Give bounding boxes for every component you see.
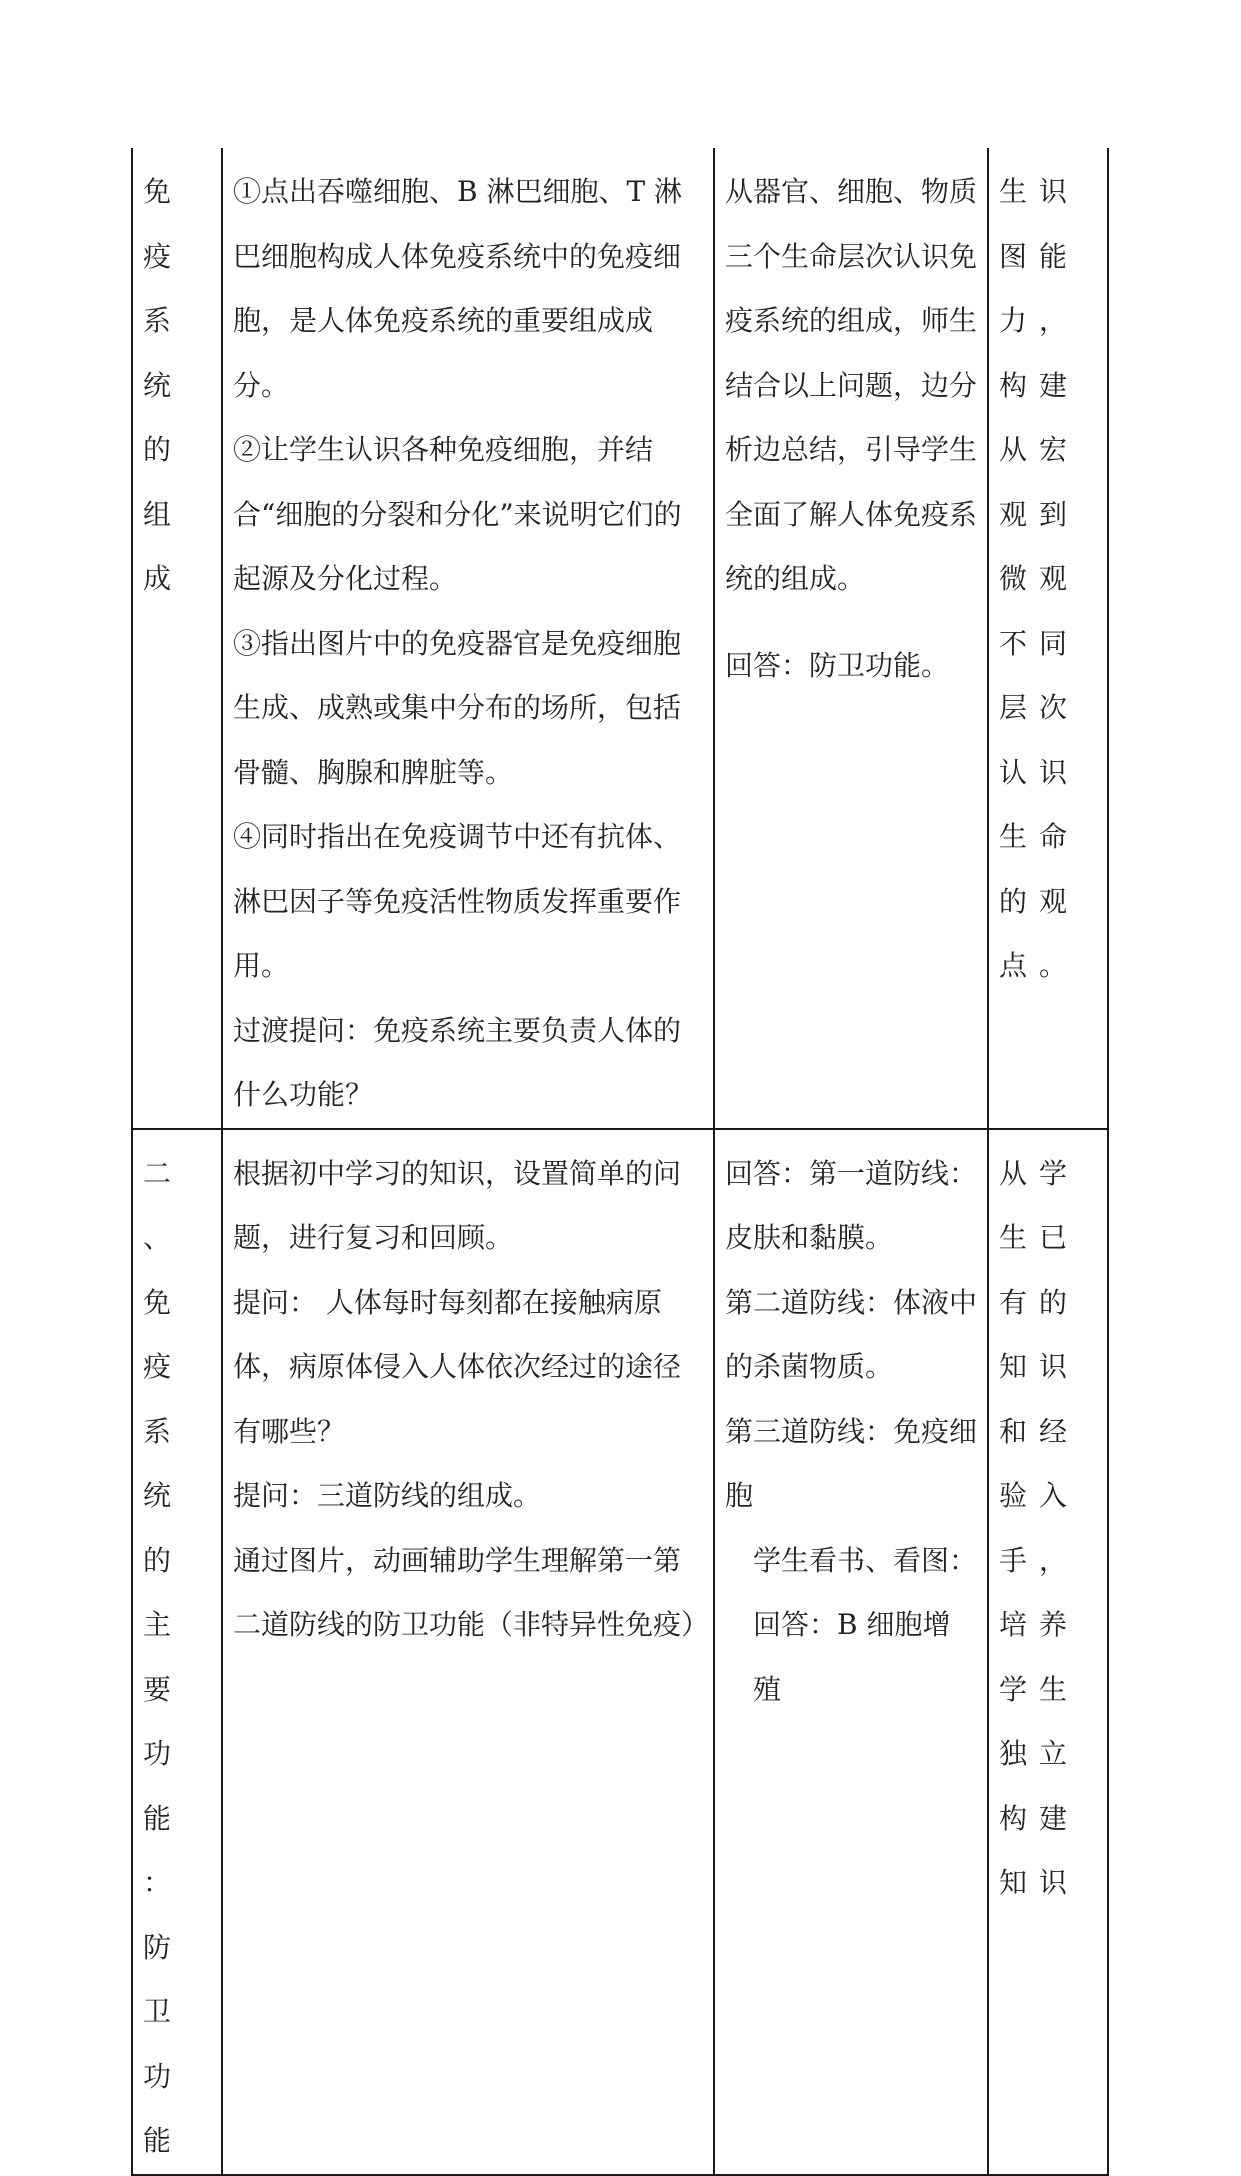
student-activity-cell	[714, 148, 988, 1129]
topic-cell	[132, 148, 222, 1129]
student-paragraph: 第三道防线：免疫细胞	[725, 1414, 978, 1512]
teacher-paragraph: 根据初中学习的知识，设置简单的问题，进行复习和回顾。	[233, 1156, 682, 1254]
topic-text: 免疫系统的组成	[143, 175, 184, 595]
student-paragraph: 从器官、细胞、物质三个生命层次认识免疫系统的组成，师生结合以上问题，边分析边总结，引导学生全面了解人体免疫系统的组成。	[725, 175, 978, 595]
table-row	[132, 148, 1108, 1129]
student-activity-cell	[714, 1129, 988, 2175]
design-intent-text: 从学生已有的知识和经验入手，培养学生独立构建知识	[999, 1156, 1080, 1899]
teacher-paragraph: 提问： 人体每时每刻都在接触病原体，病原体侵入人体依次经过的途径有哪些？	[233, 1285, 682, 1448]
student-paragraph: 第二道防线：体液中的杀菌物质。	[725, 1285, 978, 1383]
teacher-paragraph: 过渡提问：免疫系统主要负责人体的什么功能？	[233, 1013, 682, 1111]
topic-cell	[132, 1129, 222, 2175]
teacher-activity-cell	[222, 148, 714, 1129]
design-intent-text: 生识图能力，构建从宏观到微观不同层次认识生命的观点。	[999, 175, 1080, 982]
teacher-paragraph: 提问：三道防线的组成。	[233, 1479, 542, 1512]
student-paragraph: 回答：防卫功能。	[725, 648, 950, 682]
teacher-paragraph: ②让学生认识各种免疫细胞，并结合“细胞的分裂和分化”来说明它们的起源及分化过程。	[233, 433, 682, 595]
teacher-paragraph: ④同时指出在免疫调节中还有抗体、淋巴因子等免疫活性物质发挥重要作用。	[233, 820, 682, 982]
lesson-plan-table	[131, 148, 1109, 2176]
teacher-paragraph: ③指出图片中的免疫器官是免疫细胞生成、成熟或集中分布的场所，包括骨髓、胸腺和脾脏等。	[233, 626, 682, 789]
teacher-activity-cell	[222, 1129, 714, 2175]
design-intent-cell	[988, 1129, 1108, 2175]
teacher-paragraph: 通过图片，动画辅助学生理解第一第二道防线的防卫功能（非特异性免疫）	[233, 1543, 710, 1641]
student-paragraph: 回答：B 细胞增殖	[753, 1608, 951, 1706]
teacher-paragraph: ①点出吞噬细胞、B 淋巴细胞、T 淋巴细胞构成人体免疫系统中的免疫细胞，是人体免疫系统的重要组成成分。	[233, 175, 683, 402]
student-paragraph: 回答：第一道防线：皮肤和黏膜。	[725, 1156, 978, 1254]
table-row	[132, 1129, 1108, 2175]
student-paragraph: 学生看书、看图：	[753, 1543, 978, 1577]
topic-text: 二、免疫系统的主要功能：防卫功能	[143, 1156, 184, 2157]
design-intent-cell	[988, 148, 1108, 1129]
